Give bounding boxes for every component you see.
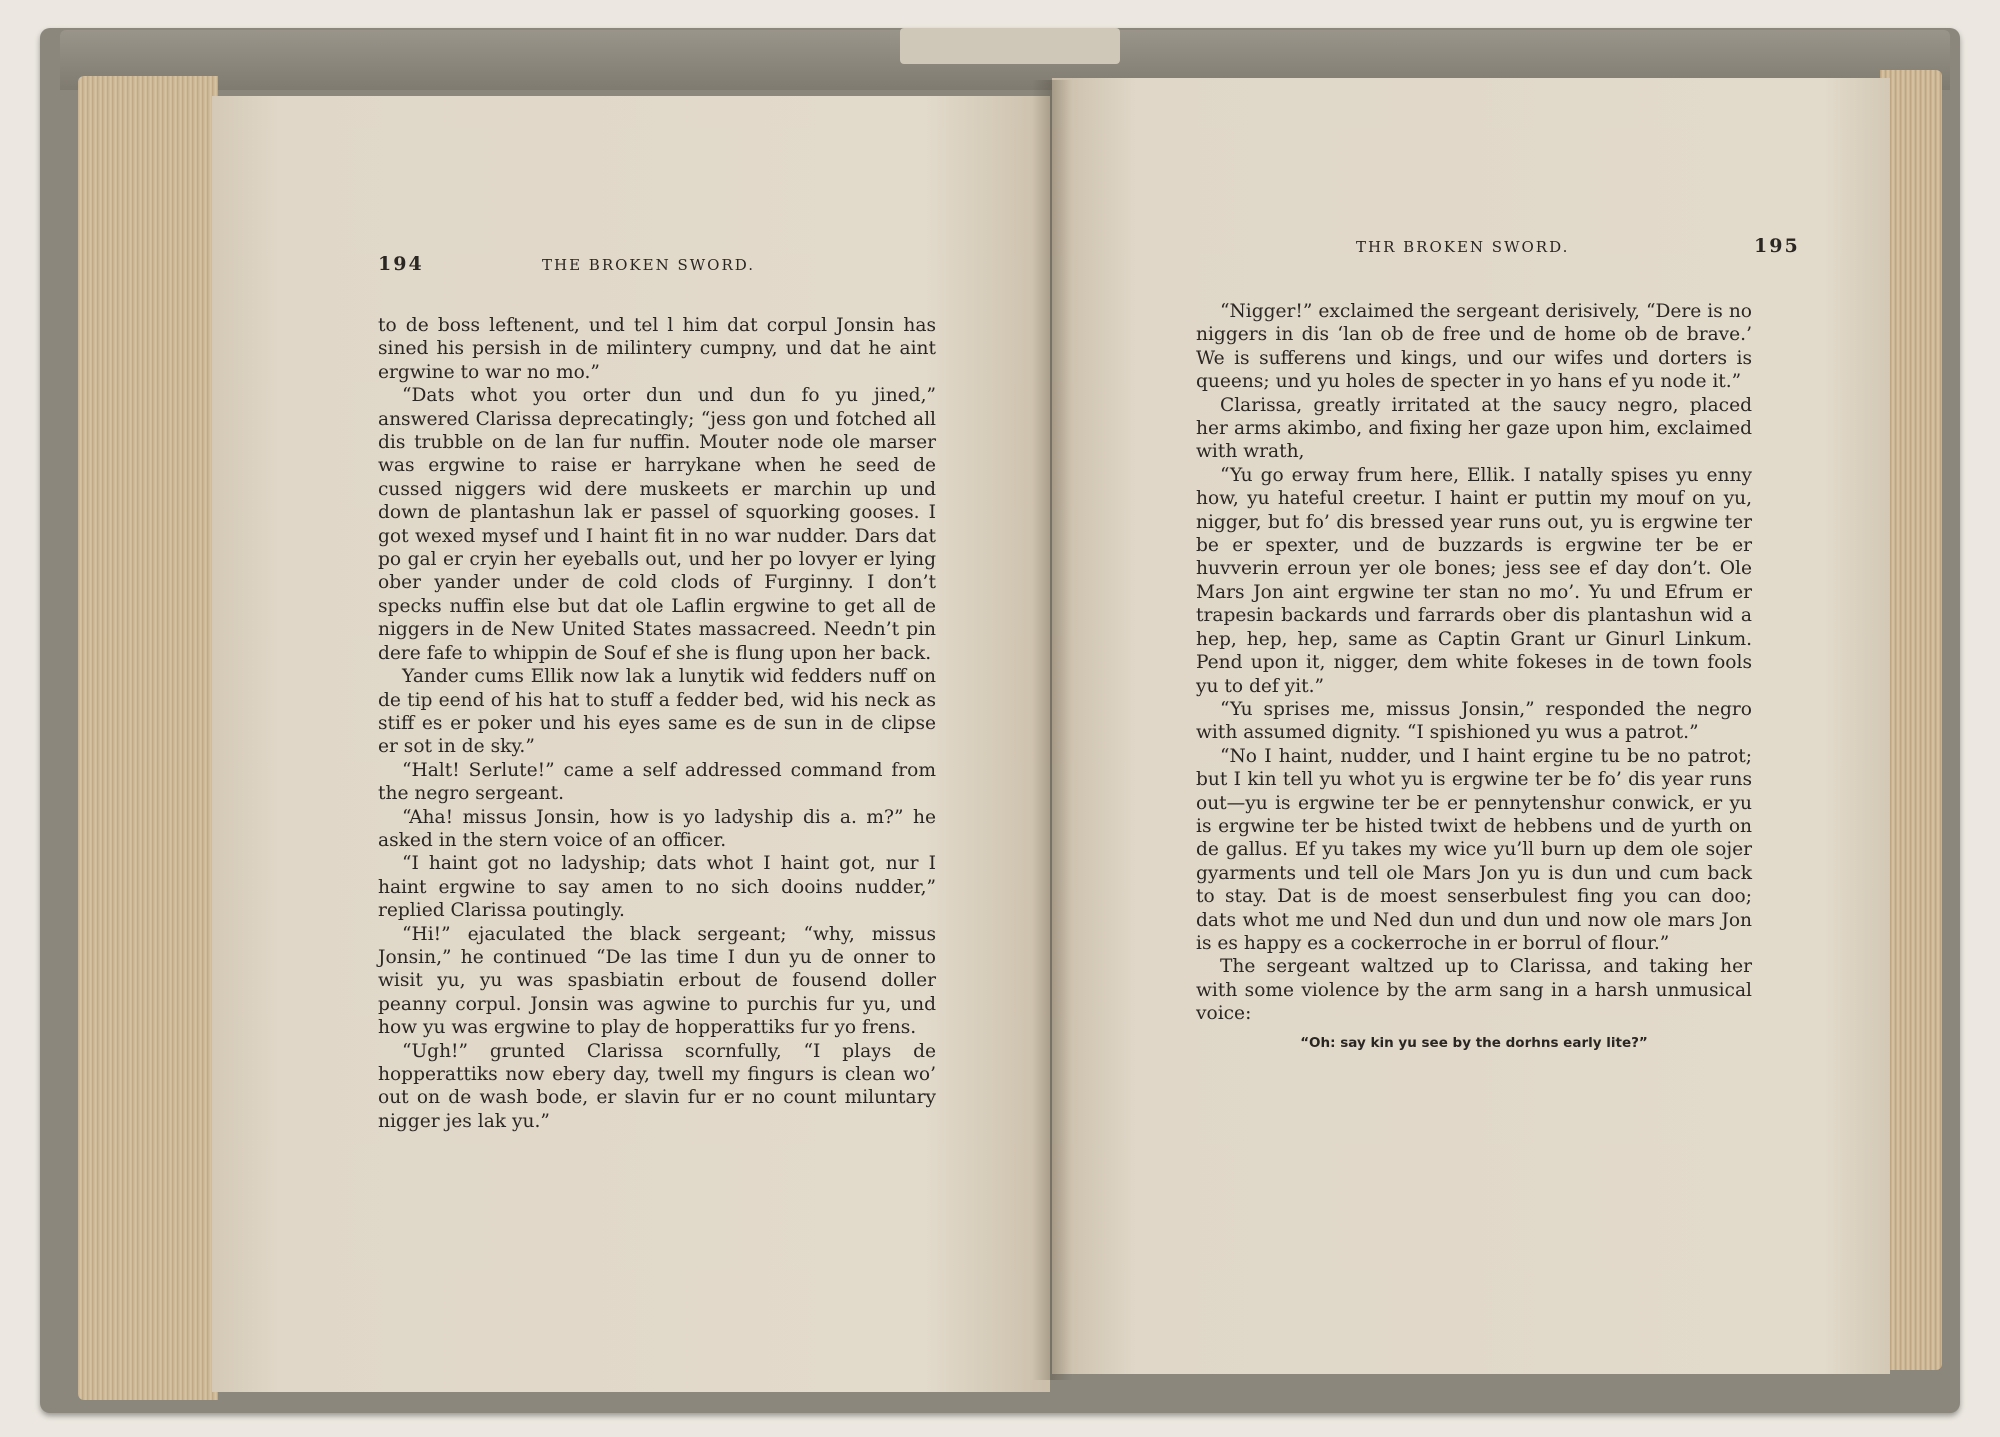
paragraph: to de boss leftenent, und tel l him dat corpul Jonsin has sined his persish in de milintery cumpny, und dat he aint ergwine to war no mo.” <box>378 315 936 383</box>
running-head-title: THR BROKEN SWORD. <box>1356 238 1570 256</box>
running-head <box>212 253 1050 286</box>
paragraph: “Ugh!” grunted Clarissa scornfully, “I plays de hopperattiks now ebery day, twell my fingurs is clean wo’ out on de wash bode, er slavin fur er no count miluntary nigger jes lak yu.” <box>378 1040 936 1132</box>
right-page <box>1052 78 1890 1374</box>
left-page <box>212 96 1050 1392</box>
body-text <box>1196 300 1752 1055</box>
paragraph: “Hi!” ejaculated the black sergeant; “why, missus Jonsin,” he continued “De las time I dun yu de onner to wisit yu, yu was spasbiatin erbout de fousend doller peanny corpul. Jonsin was agwine to purchis fur yu, und how yu was ergwine to play de hopperattiks fur yo frens. <box>378 923 936 1039</box>
page-number: 194 <box>378 253 424 275</box>
page-edges-left <box>78 76 218 1400</box>
running-head-title: THE BROKEN SWORD. <box>542 256 756 274</box>
running-head <box>1052 235 1890 268</box>
paragraph: “Nigger!” exclaimed the sergeant derisively, “Dere is no niggers in dis ‘lan ob de free und de home ob de brave.’ We is sufferens und kings, und our wifes und dorters is queens; und yu holes de specter in yo hans ef yu node it.” <box>1196 301 1752 393</box>
spine-binding <box>900 28 1120 64</box>
body-text <box>378 314 936 1133</box>
song-line: “Oh: say kin yu see by the dorhns early lite?” <box>1300 1034 1648 1051</box>
paragraph: “Dats whot you orter dun und dun fo yu jined,” answered Clarissa deprecatingly; “jess gon und fotched all dis trubble on de lan fur nuffin. Mouter node ole marser was ergwine to raise er harrykane when he seed de cussed niggers wid dere muskeets er marchin up und down de plantashun lak er passel of squorking gooses. I got wexed mysef und I haint fit in no war nudder. Dars dat po gal er cryin her eyeballs out, und her po lovyer er lying ober yander under de cold clods of Furginny. I don’t specks nuffin else but dat ole Laflin ergwine to get all de niggers in de New United States massacreed. Needn’t pin dere fafe to whippin de Souf ef she is flung upon her back. <box>378 385 936 664</box>
page-number: 195 <box>1754 235 1800 257</box>
paragraph: Clarissa, greatly irritated at the saucy negro, placed her arms akimbo, and fixing her gaze upon him, exclaimed with wrath, <box>1196 394 1752 463</box>
paragraph: The sergeant waltzed up to Clarissa, and taking her with some violence by the arm sang in a harsh unmusical voice: <box>1196 956 1752 1025</box>
paragraph: “I haint got no ladyship; dats whot I haint got, nur I haint ergwine to say amen to no sich dooins nudder,” replied Clarissa poutingly. <box>378 853 936 922</box>
paragraph: “Aha! missus Jonsin, how is yo ladyship dis a. m?” he asked in the stern voice of an officer. <box>378 806 936 851</box>
paragraph: “Halt! Serlute!” came a self addressed command from the negro sergeant. <box>378 759 936 805</box>
book-gutter <box>1032 80 1072 1380</box>
paragraph: Yander cums Ellik now lak a lunytik wid fedders nuff on de tip eend of his hat to stuff a fedder bed, wid his neck as stiff es er poker und his eyes same es de sun in de clipse er sot in de sky.” <box>378 666 936 758</box>
paragraph: “Yu go erway frum here, Ellik. I natally spises yu enny how, yu hateful creetur. I haint er puttin my mouf on yu, nigger, but fo’ dis bressed year runs out, yu is ergwine ter be er spexter, und de buzzards is ergwine ter be er huvverin erroun yer ole bones; jess see ef day don’t. Ole Mars Jon aint ergwine ter stan no mo’. Yu und Efrum er trapesin backards und farrards ober dis plantashun wid a hep, hep, hep, same as Captin Grant ur Ginurl Linkum. Pend upon it, nigger, dem white fokeses in de town fools yu to def yit.” <box>1196 464 1752 697</box>
paragraph: “No I haint, nudder, und I haint ergine tu be no patrot; but I kin tell yu whot yu is ergwine ter be fo’ dis year runs out—yu is ergwine ter be er pennytenshur conwick, er yu is ergwine ter be histed twixt de hebbens und de yurth on de gallus. Ef yu takes my wice yu’ll burn up dem ole sojer gyarments und tell ole Mars Jon yu is dun und cum back to stay. Dat is de moest senserbulest fing you can doo; dats whot me und Ned dun und dun und now ole mars Jon is es happy es a cockerroche in er borrul of flour.” <box>1196 745 1752 954</box>
paragraph: “Yu sprises me, missus Jonsin,” responded the negro with assumed dignity. “I spishioned yu wus a patrot.” <box>1196 698 1752 744</box>
